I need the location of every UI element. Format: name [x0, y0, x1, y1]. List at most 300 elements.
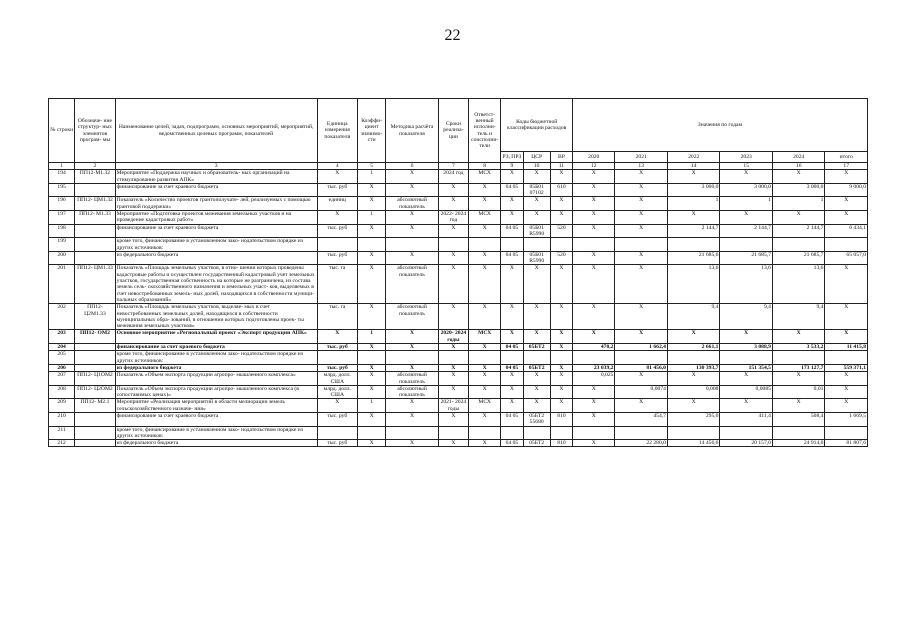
- cell-vr: X: [550, 344, 572, 351]
- cell-term: 2020- 2024 годы: [438, 330, 468, 344]
- cell-rz-prz: X: [501, 197, 523, 211]
- header-csr: ЦСР: [523, 152, 550, 163]
- cell-2023: [720, 426, 773, 440]
- cell-rz-prz: 04 05: [501, 224, 523, 238]
- cell-method: абсолютный показатель: [386, 372, 439, 386]
- cell-coef: [357, 238, 385, 252]
- cell-csr: [523, 238, 550, 252]
- cell-2022: 14 456,6: [667, 440, 720, 447]
- column-number: 9: [501, 163, 523, 170]
- header-name: Наименование целей, задач, подпрограмм, основных мероприятий, мероприятий, ведомственных целевых программ, показателей: [115, 99, 317, 163]
- cell-2021: [615, 238, 668, 252]
- table-header: [49, 99, 868, 170]
- cell-rz-prz: X: [501, 385, 523, 399]
- cell-csr: 05БТ2: [523, 364, 550, 371]
- cell-executor: X: [469, 265, 501, 304]
- cell-2022: [667, 426, 720, 440]
- table-row: [49, 170, 868, 184]
- cell-2024: 173 127,7: [772, 364, 825, 371]
- cell-total: X: [825, 399, 868, 413]
- cell-term: [438, 351, 468, 365]
- table-row: [49, 224, 868, 238]
- cell-total: X: [825, 197, 868, 211]
- cell-designation: [75, 224, 115, 238]
- table-row: [49, 304, 868, 330]
- cell-2022: 295,0: [667, 412, 720, 426]
- table-row: [49, 211, 868, 225]
- cell-executor: X: [469, 364, 501, 371]
- cell-method: X: [386, 364, 439, 371]
- cell-csr: X: [523, 385, 550, 399]
- cell-2021: X: [615, 170, 668, 184]
- cell-vr: [550, 426, 572, 440]
- table-row: [49, 385, 868, 399]
- column-number: 3: [115, 163, 317, 170]
- cell-2020: X: [573, 265, 615, 304]
- cell-designation: [75, 238, 115, 252]
- cell-2023: 3 000,0: [720, 183, 773, 197]
- cell-designation: ПП12- М2.1: [75, 399, 115, 413]
- cell-row-no: 198: [49, 224, 75, 238]
- program-table: [48, 98, 868, 447]
- cell-2024: 24 914,0: [772, 440, 825, 447]
- column-number: 11: [550, 163, 572, 170]
- cell-vr: X: [550, 211, 572, 225]
- cell-name: из федерального бюджета: [115, 364, 317, 371]
- cell-csr: 05БТ2 55680: [523, 412, 550, 426]
- cell-unit: тыс. га: [317, 265, 357, 304]
- cell-total: X: [825, 330, 868, 344]
- cell-designation: [75, 251, 115, 265]
- cell-row-no: 206: [49, 364, 75, 371]
- cell-term: [438, 426, 468, 440]
- cell-designation: ПП12- Ц2М1.33: [75, 304, 115, 330]
- column-number: 4: [317, 163, 357, 170]
- cell-term: 2024 год: [438, 170, 468, 184]
- cell-term: X: [438, 251, 468, 265]
- cell-2021: X: [615, 330, 668, 344]
- cell-2021: [615, 426, 668, 440]
- cell-2023: X: [720, 372, 773, 386]
- cell-2023: [720, 238, 773, 252]
- cell-row-no: 211: [49, 426, 75, 440]
- cell-name: Показатель «Объем экспорта продукции агропро- мышленного комплекса (в сопоставимых ценах)»: [115, 385, 317, 399]
- cell-2024: X: [772, 372, 825, 386]
- cell-rz-prz: 04 05: [501, 440, 523, 447]
- cell-total: 559 371,1: [825, 364, 868, 371]
- cell-name: Мероприятие «Поддержка научных и образователь- ных организаций на стимулирование развития АПК»: [115, 170, 317, 184]
- cell-row-no: 205: [49, 351, 75, 365]
- cell-rz-prz: X: [501, 211, 523, 225]
- cell-vr: X: [550, 304, 572, 330]
- cell-csr: 05Б01 07102: [523, 183, 550, 197]
- cell-2020: X: [573, 412, 615, 426]
- cell-2022: 0,008: [667, 385, 720, 399]
- cell-row-no: 209: [49, 399, 75, 413]
- cell-method: абсолютный показатель: [386, 385, 439, 399]
- cell-vr: [550, 238, 572, 252]
- cell-coef: X: [357, 372, 385, 386]
- cell-unit: тыс. руб: [317, 344, 357, 351]
- cell-unit: X: [317, 170, 357, 184]
- cell-coef: X: [357, 251, 385, 265]
- cell-executor: X: [469, 440, 501, 447]
- column-number: 10: [523, 163, 550, 170]
- cell-executor: X: [469, 372, 501, 386]
- cell-2024: 13,6: [772, 265, 825, 304]
- cell-unit: тыс. руб: [317, 251, 357, 265]
- cell-method: X: [386, 330, 439, 344]
- cell-2020: X: [573, 399, 615, 413]
- cell-rz-prz: X: [501, 265, 523, 304]
- cell-unit: млрд. долл. США: [317, 385, 357, 399]
- cell-unit: [317, 351, 357, 365]
- cell-2023: X: [720, 399, 773, 413]
- cell-term: X: [438, 304, 468, 330]
- cell-designation: [75, 351, 115, 365]
- cell-vr: X: [550, 170, 572, 184]
- cell-2020: X: [573, 224, 615, 238]
- cell-name: Показатель «Площадь земельных участков, в отно- шении которых проведены кадастровые работы и осуществлен государственный кадастровый учет земельных участков, государственная собственность на которые не разграничена, из состава земель сель- скохозяйственного назначения и земельных участ- ков, выделяемых в счет невостребованных земель- ных долей, находящихся в собственности муници- пальных образований»: [115, 265, 317, 304]
- cell-unit: тыс. руб: [317, 412, 357, 426]
- table-row: [49, 183, 868, 197]
- cell-csr: X: [523, 265, 550, 304]
- cell-coef: 1: [357, 399, 385, 413]
- cell-2022: 13,6: [667, 265, 720, 304]
- cell-method: X: [386, 251, 439, 265]
- cell-2022: X: [667, 211, 720, 225]
- cell-name: кроме того, финансирование в установленном зако- нодательством порядке из других источников:: [115, 238, 317, 252]
- cell-2022: 3 000,0: [667, 183, 720, 197]
- cell-total: X: [825, 211, 868, 225]
- cell-2020: X: [573, 330, 615, 344]
- cell-name: Мероприятие «Подготовка проектов межевания земельных участков и на проведение кадастровых работ»: [115, 211, 317, 225]
- cell-executor: X: [469, 251, 501, 265]
- cell-2022: 9,4: [667, 304, 720, 330]
- cell-term: X: [438, 440, 468, 447]
- cell-2024: 9,4: [772, 304, 825, 330]
- cell-csr: X: [523, 197, 550, 211]
- cell-coef: X: [357, 412, 385, 426]
- cell-method: абсолютный показатель: [386, 197, 439, 211]
- cell-total: 1 669,5: [825, 412, 868, 426]
- cell-executor: X: [469, 412, 501, 426]
- table-row: [49, 351, 868, 365]
- cell-method: X: [386, 224, 439, 238]
- cell-unit: [317, 238, 357, 252]
- cell-rz-prz: X: [501, 170, 523, 184]
- table-row: [49, 238, 868, 252]
- cell-csr: X: [523, 211, 550, 225]
- cell-csr: 05БТ2: [523, 344, 550, 351]
- cell-row-no: 195: [49, 183, 75, 197]
- table-row: [49, 330, 868, 344]
- cell-csr: X: [523, 330, 550, 344]
- cell-2024: 508,4: [772, 412, 825, 426]
- table-body: [49, 170, 868, 447]
- header-year-2020: 2020: [573, 152, 615, 163]
- cell-method: абсолютный показатель: [386, 304, 439, 330]
- cell-2023: 20 157,0: [720, 440, 773, 447]
- cell-rz-prz: X: [501, 399, 523, 413]
- cell-designation: ПП12- М1.33: [75, 211, 115, 225]
- cell-method: [386, 238, 439, 252]
- cell-csr: 05Б01 R5990: [523, 251, 550, 265]
- cell-rz-prz: [501, 351, 523, 365]
- header-designation: Обозначе- ние структур- ных элементов програм- мы: [75, 99, 115, 163]
- column-number: 13: [615, 163, 668, 170]
- cell-term: X: [438, 385, 468, 399]
- cell-coef: X: [357, 224, 385, 238]
- cell-vr: [550, 351, 572, 365]
- cell-rz-prz: X: [501, 304, 523, 330]
- cell-rz-prz: X: [501, 372, 523, 386]
- cell-method: X: [386, 399, 439, 413]
- header-coef: Коэффи- циент значимо- сти: [357, 99, 385, 163]
- cell-name: финансирование за счет краевого бюджета: [115, 183, 317, 197]
- cell-designation: ПП12-М1.32: [75, 170, 115, 184]
- cell-rz-prz: [501, 238, 523, 252]
- column-number: 1: [49, 163, 75, 170]
- cell-2024: [772, 351, 825, 365]
- cell-unit: тыс. руб: [317, 224, 357, 238]
- cell-unit: X: [317, 399, 357, 413]
- cell-vr: X: [550, 364, 572, 371]
- cell-unit: [317, 426, 357, 440]
- cell-2020: 23 039,2: [573, 364, 615, 371]
- cell-2020: [573, 426, 615, 440]
- cell-total: X: [825, 170, 868, 184]
- cell-2020: [573, 238, 615, 252]
- cell-total: 65 057,0: [825, 251, 868, 265]
- cell-total: [825, 426, 868, 440]
- cell-designation: ПП12- ОМ2: [75, 330, 115, 344]
- cell-row-no: 201: [49, 265, 75, 304]
- cell-2020: X: [573, 183, 615, 197]
- cell-coef: X: [357, 385, 385, 399]
- cell-2021: 81 456,0: [615, 364, 668, 371]
- cell-coef: X: [357, 304, 385, 330]
- cell-2021: X: [615, 251, 668, 265]
- cell-total: X: [825, 385, 868, 399]
- cell-name: кроме того, финансирование в установленном зако- нодательством порядке из других источников:: [115, 426, 317, 440]
- cell-designation: ПП12- ЦМ1.33: [75, 265, 115, 304]
- cell-row-no: 194: [49, 170, 75, 184]
- table-row: [49, 344, 868, 351]
- cell-2024: X: [772, 399, 825, 413]
- column-number: 7: [438, 163, 468, 170]
- cell-designation: ПП12- ЦМ1.32: [75, 197, 115, 211]
- cell-term: [438, 238, 468, 252]
- cell-method: [386, 426, 439, 440]
- cell-unit: единиц: [317, 197, 357, 211]
- cell-2024: 3 000,0: [772, 183, 825, 197]
- cell-name: финансирование за счет краевого бюджета: [115, 412, 317, 426]
- cell-coef: 1: [357, 330, 385, 344]
- header-rz-prz: РЗ, ПРЗ: [501, 152, 523, 163]
- cell-executor: X: [469, 304, 501, 330]
- cell-unit: тыс. руб: [317, 183, 357, 197]
- cell-executor: [469, 238, 501, 252]
- cell-name: из федерального бюджета: [115, 251, 317, 265]
- cell-2020: X: [573, 304, 615, 330]
- header-year-2022: 2022: [667, 152, 720, 163]
- cell-vr: X: [550, 385, 572, 399]
- table-row: [49, 372, 868, 386]
- cell-name: из федерального бюджета: [115, 440, 317, 447]
- cell-coef: X: [357, 265, 385, 304]
- cell-2024: X: [772, 330, 825, 344]
- cell-term: X: [438, 265, 468, 304]
- cell-2022: [667, 238, 720, 252]
- cell-coef: [357, 351, 385, 365]
- cell-designation: [75, 412, 115, 426]
- table-row: [49, 197, 868, 211]
- column-number-row: [49, 163, 868, 170]
- cell-2023: 13,6: [720, 265, 773, 304]
- cell-coef: X: [357, 344, 385, 351]
- cell-2020: X: [573, 211, 615, 225]
- cell-term: X: [438, 372, 468, 386]
- header-executor: Ответст- венный исполни- тель и соисполни- тели: [469, 99, 501, 163]
- cell-coef: [357, 426, 385, 440]
- column-number: 12: [573, 163, 615, 170]
- table-row: [49, 251, 868, 265]
- cell-designation: [75, 344, 115, 351]
- cell-method: X: [386, 440, 439, 447]
- cell-2024: 21 685,7: [772, 251, 825, 265]
- cell-row-no: 203: [49, 330, 75, 344]
- cell-method: абсолютный показатель: [386, 265, 439, 304]
- cell-total: 81 807,6: [825, 440, 868, 447]
- cell-name: Мероприятие «Реализация мероприятий в области мелиорации земель сельскохозяйственного назначе- ния»: [115, 399, 317, 413]
- column-number: 6: [386, 163, 439, 170]
- cell-2020: [573, 351, 615, 365]
- cell-total: 9 000,0: [825, 183, 868, 197]
- cell-coef: 1: [357, 170, 385, 184]
- cell-method: X: [386, 344, 439, 351]
- cell-2022: 2 144,7: [667, 224, 720, 238]
- cell-2021: X: [615, 197, 668, 211]
- cell-2020: X: [573, 440, 615, 447]
- cell-rz-prz: X: [501, 330, 523, 344]
- cell-vr: X: [550, 197, 572, 211]
- cell-name: Показатель «Объем экспорта продукции агропро- мышленного комплекса»: [115, 372, 317, 386]
- cell-method: [386, 351, 439, 365]
- cell-2021: [615, 351, 668, 365]
- cell-executor: X: [469, 224, 501, 238]
- cell-total: 6 434,1: [825, 224, 868, 238]
- cell-rz-prz: 04 05: [501, 183, 523, 197]
- cell-row-no: 208: [49, 385, 75, 399]
- cell-vr: X: [550, 265, 572, 304]
- cell-designation: [75, 440, 115, 447]
- header-term: Сроки реализа- ции: [438, 99, 468, 163]
- cell-unit: X: [317, 330, 357, 344]
- cell-2023: 9,4: [720, 304, 773, 330]
- cell-term: X: [438, 412, 468, 426]
- cell-csr: X: [523, 304, 550, 330]
- column-number: 17: [825, 163, 868, 170]
- table-row: [49, 265, 868, 304]
- cell-2022: X: [667, 372, 720, 386]
- cell-term: 2022- 2024 год: [438, 211, 468, 225]
- cell-2024: [772, 426, 825, 440]
- cell-2023: 0,0085: [720, 385, 773, 399]
- cell-row-no: 197: [49, 211, 75, 225]
- cell-term: X: [438, 344, 468, 351]
- cell-row-no: 212: [49, 440, 75, 447]
- cell-total: 11 415,8: [825, 344, 868, 351]
- cell-name: Показатель «Площадь земельных участков, выделяе- мых в счет невостребованных земельных долей, находящихся в собственности муниципальных обра- зований, в отношении которых подготовлены проек- ты межевания земельных участков»: [115, 304, 317, 330]
- cell-designation: [75, 183, 115, 197]
- cell-vr: X: [550, 330, 572, 344]
- header-year-2023: 2023: [720, 152, 773, 163]
- cell-designation: [75, 426, 115, 440]
- cell-coef: 1: [357, 211, 385, 225]
- cell-2021: X: [615, 211, 668, 225]
- cell-csr: 05БТ2: [523, 440, 550, 447]
- cell-rz-prz: 04 05: [501, 344, 523, 351]
- cell-2022: 2 661,1: [667, 344, 720, 351]
- cell-name: кроме того, финансирование в установленном зако- нодательством порядке из других источников:: [115, 351, 317, 365]
- header-total: итого: [825, 152, 868, 163]
- cell-rz-prz: 04 05: [501, 251, 523, 265]
- cell-2023: X: [720, 330, 773, 344]
- cell-executor: МСХ: [469, 211, 501, 225]
- cell-method: X: [386, 170, 439, 184]
- header-year-2024: 2024: [772, 152, 825, 163]
- table-row: [49, 412, 868, 426]
- cell-2022: X: [667, 330, 720, 344]
- cell-unit: тыс. руб: [317, 364, 357, 371]
- page-number: 22: [444, 27, 461, 44]
- cell-2024: 1: [772, 197, 825, 211]
- cell-2021: 0,0074: [615, 385, 668, 399]
- cell-2021: X: [615, 183, 668, 197]
- cell-row-no: 200: [49, 251, 75, 265]
- header-values-by-year: Значения по годам: [573, 99, 868, 152]
- cell-2022: X: [667, 399, 720, 413]
- cell-2023: [720, 351, 773, 365]
- cell-2024: X: [772, 211, 825, 225]
- column-number: 14: [667, 163, 720, 170]
- column-number: 5: [357, 163, 385, 170]
- column-number: 2: [75, 163, 115, 170]
- cell-total: [825, 351, 868, 365]
- cell-total: X: [825, 372, 868, 386]
- cell-2020: X: [573, 251, 615, 265]
- cell-csr: X: [523, 372, 550, 386]
- cell-vr: 810: [550, 412, 572, 426]
- cell-vr: X: [550, 372, 572, 386]
- cell-executor: X: [469, 197, 501, 211]
- cell-method: X: [386, 412, 439, 426]
- cell-2021: X: [615, 304, 668, 330]
- cell-method: X: [386, 211, 439, 225]
- cell-2021: X: [615, 224, 668, 238]
- cell-executor: МСХ: [469, 330, 501, 344]
- cell-2021: 22 280,0: [615, 440, 668, 447]
- cell-2023: X: [720, 211, 773, 225]
- cell-unit: тыс. га: [317, 304, 357, 330]
- header-unit: Единица измерения показателя: [317, 99, 357, 163]
- cell-2024: X: [772, 170, 825, 184]
- cell-row-no: 199: [49, 238, 75, 252]
- cell-csr: X: [523, 170, 550, 184]
- header-method: Методика расчёта показателя: [386, 99, 439, 163]
- cell-vr: 610: [550, 183, 572, 197]
